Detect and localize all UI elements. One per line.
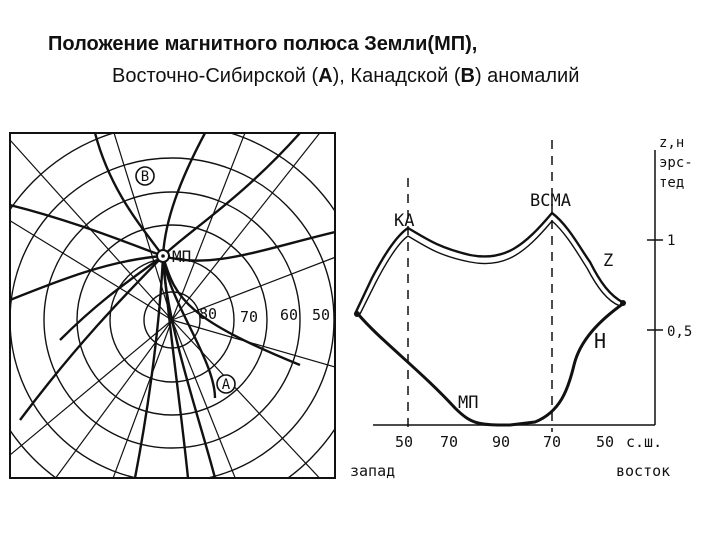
x-unit: с.ш. — [626, 433, 663, 451]
z-axis-title-1: z,н — [659, 135, 685, 151]
label-west: запад — [350, 462, 396, 480]
label-ka: КА — [394, 211, 415, 231]
z-axis-title-3: тед — [659, 175, 685, 191]
lat-label-50: 50 — [312, 306, 331, 324]
y-tick-05: 0,5 — [667, 324, 693, 340]
x-tick-50-east: 50 — [596, 433, 615, 451]
lat-label-80: 80 — [199, 305, 218, 323]
x-tick-70-west: 70 — [440, 433, 459, 451]
x-tick-70-east: 70 — [543, 433, 562, 451]
y-tick-1: 1 — [667, 233, 676, 249]
title-line-2: Восточно-Сибирской (А), Канадской (В) аномалий — [112, 65, 580, 87]
marker-a-label: А — [221, 377, 231, 393]
label-east: восток — [616, 462, 671, 480]
label-z: Z — [603, 251, 614, 271]
x-tick-90: 90 — [492, 433, 511, 451]
label-mp: МП — [458, 393, 479, 413]
x-tick-50-west: 50 — [395, 433, 414, 451]
lat-label-60: 60 — [280, 306, 299, 324]
label-bcma: ВСМА — [530, 191, 571, 211]
marker-b-label: В — [140, 169, 150, 185]
polar-map — [0, 120, 380, 540]
h-curve — [358, 303, 624, 425]
z-axis-title-2: эрс- — [659, 155, 693, 171]
lat-label-70: 70 — [240, 308, 259, 326]
profile-chart — [350, 135, 693, 480]
map-pole-label: МП — [172, 247, 192, 266]
geographic-pole-dot — [168, 315, 173, 320]
title-line-1: Положение магнитного полюса Земли(МП), — [48, 33, 478, 55]
label-h: Н — [594, 329, 607, 353]
